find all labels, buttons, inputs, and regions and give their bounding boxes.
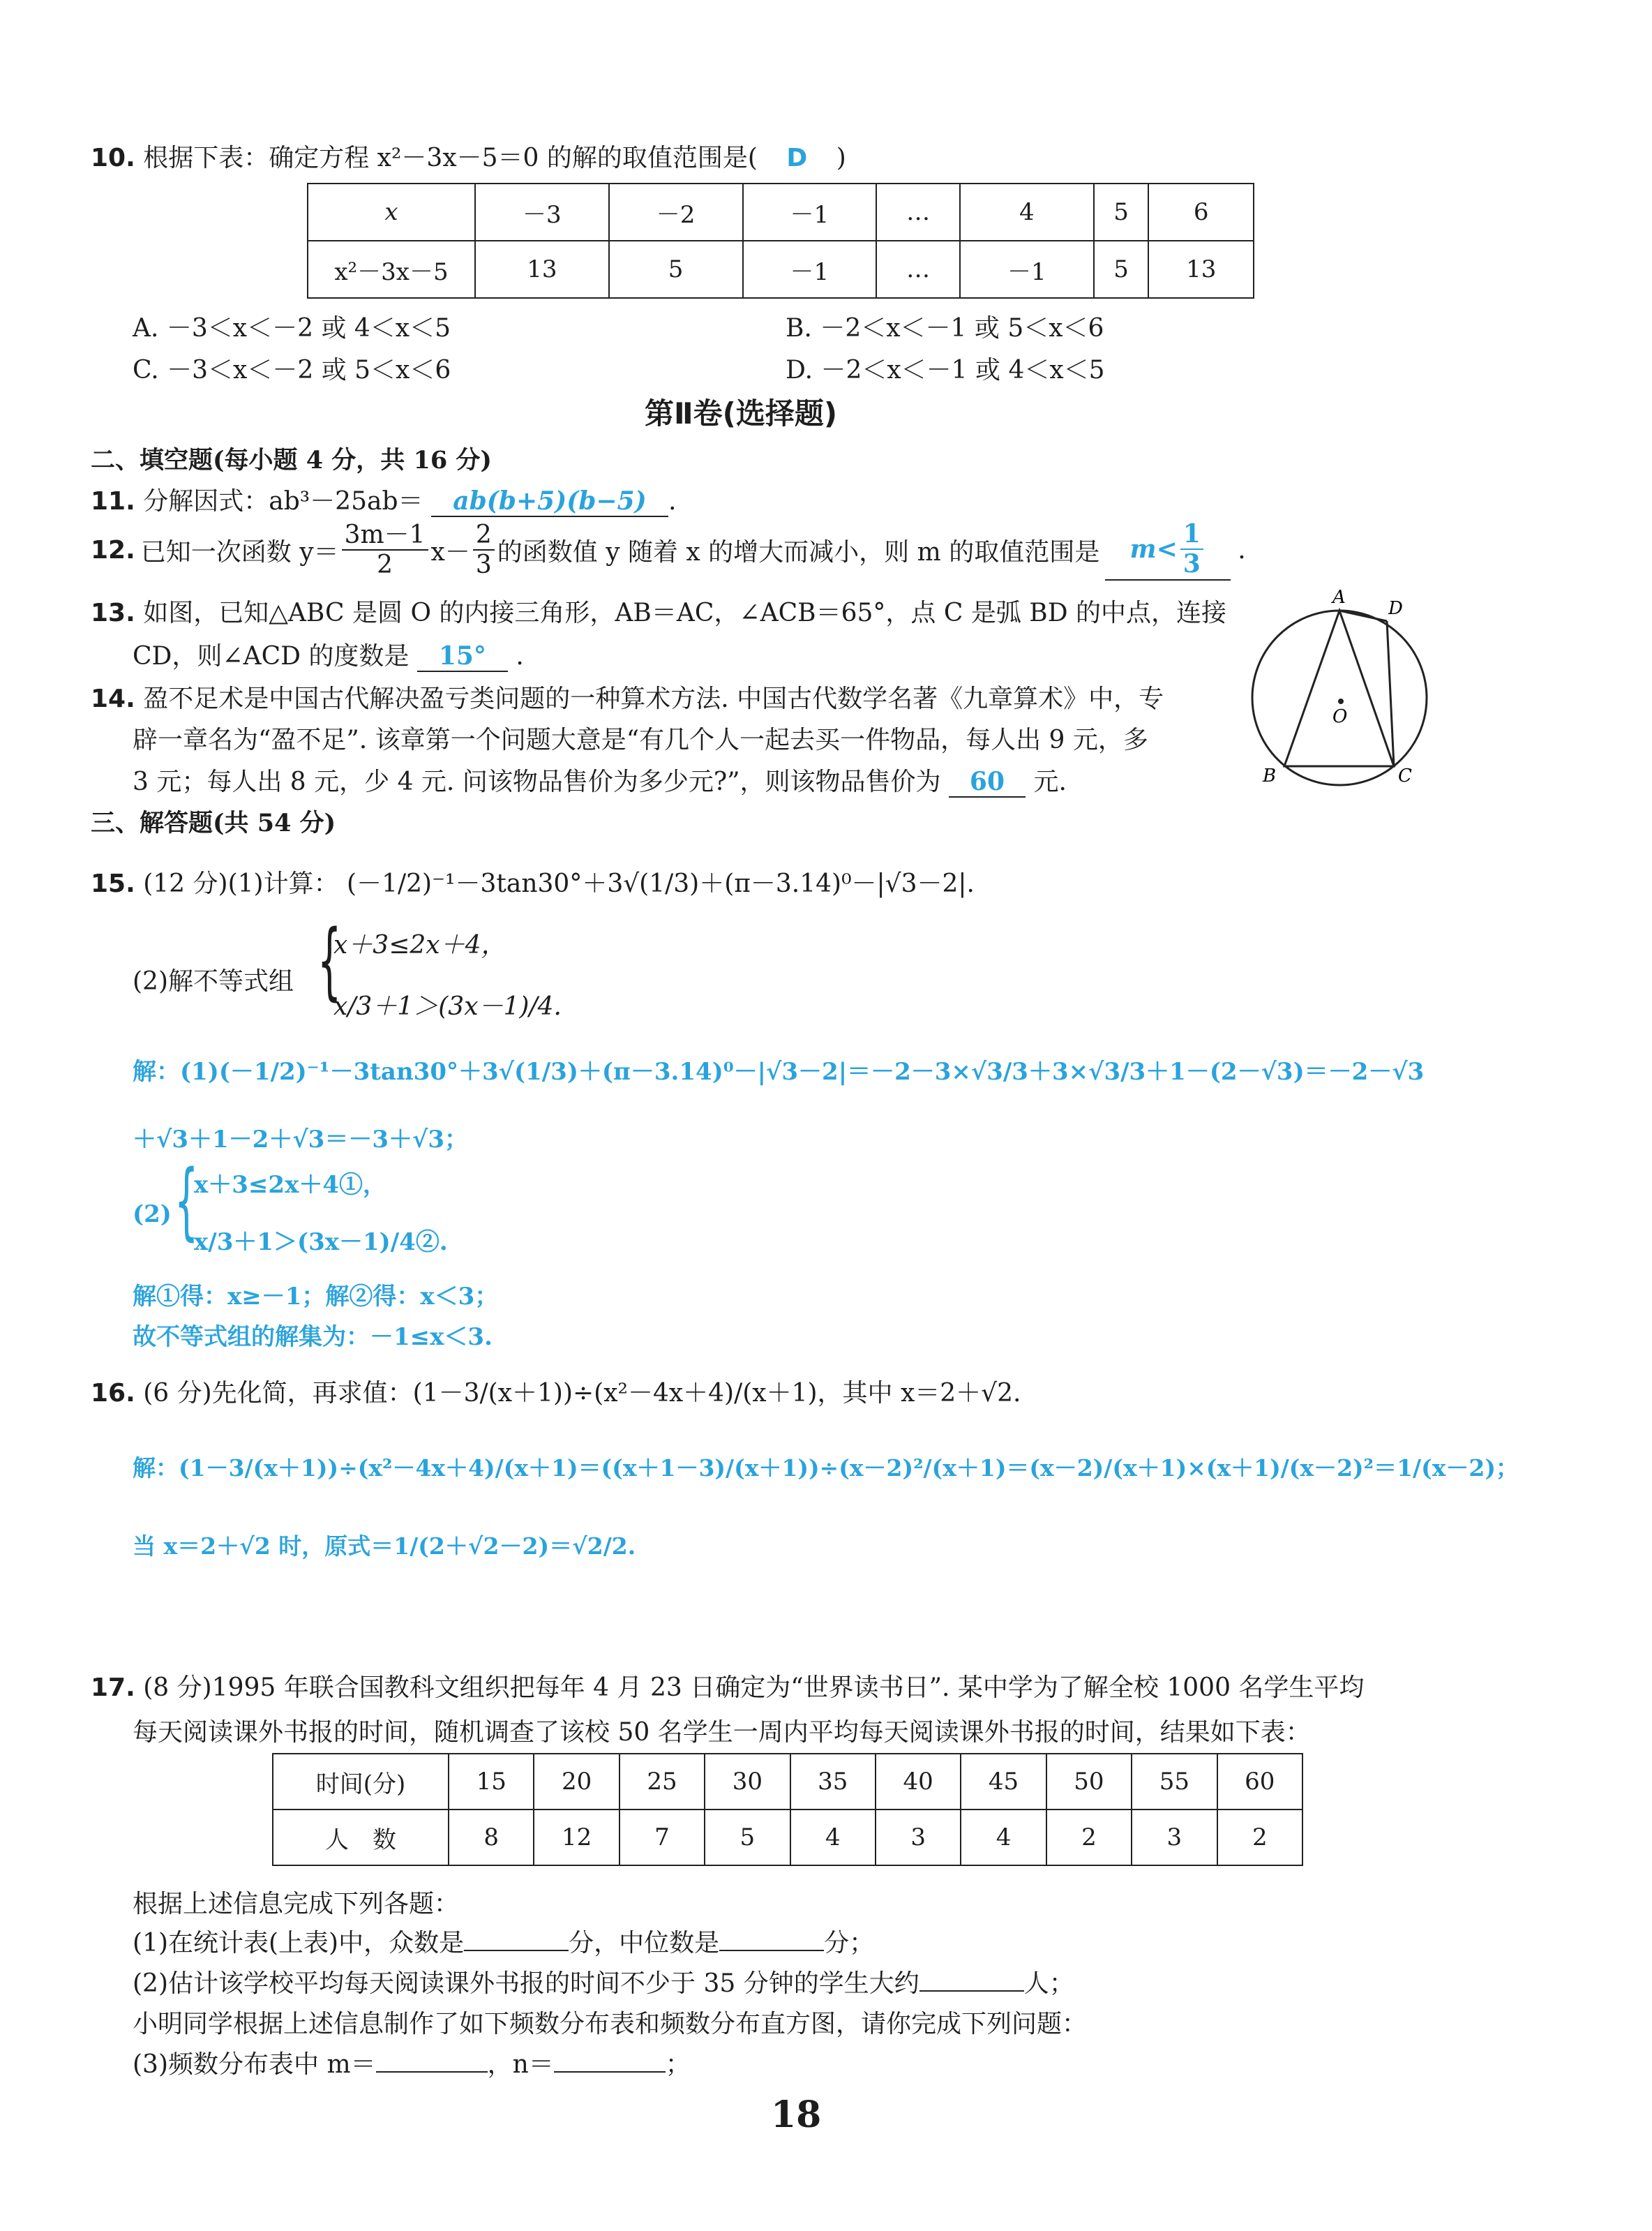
q15-solution-2-line1: x＋3≤2x＋4①， — [194, 1171, 387, 1199]
q14-line2: 辟一章名为“盈不足”. 该章第一个问题大意是“有几个人一起去买一件物品，每人出 9 元，多 — [133, 726, 1148, 754]
q17-sub3: 小明同学根据上述信息制作了如下频数分布表和频数分布直方图，请你完成下列问题： — [133, 2010, 1088, 2038]
q10-cell: 5 — [1094, 241, 1149, 298]
q15-solution-brace: { — [174, 1153, 199, 1250]
q12-post: 的函数值 y 随着 x 的增大而减小，则 m 的取值范围是 — [497, 537, 1100, 567]
q16-solution-1: 解：(1－3/(x＋1))÷(x²－4x＋4)/(x＋1)＝((x＋1－3)/(x＋1))÷(x－2)²/(x＋1)＝(x－2)/(x＋1)×(x＋1)/(x－2)²＝1/(x－2)； — [133, 1454, 1519, 1482]
q12-end: . — [1238, 535, 1246, 565]
label-b: B — [1263, 766, 1277, 786]
q12-pre: 已知一次函数 y＝ — [140, 537, 339, 567]
q17-sub2-b: 人； — [1023, 1969, 1074, 1998]
segment-dc — [1387, 621, 1394, 766]
q15-part1-expression: (－1/2)⁻¹－3tan30°＋3√(1/3)＋(π－3.14)⁰－|√3－2|. — [347, 870, 975, 898]
q12-fraction-1 — [342, 521, 428, 580]
q13-text: 如图，已知△ABC 是圆 O 的内接三角形，AB＝AC，∠ACB＝65°，点 C 是弧 BD 的中点，连接 — [143, 599, 1227, 627]
q17-sub4 — [133, 2045, 691, 2080]
q17-cell: 55 — [1132, 1754, 1217, 1810]
q17-sub1-a: (1)在统计表(上表)中，众数是 — [133, 1929, 465, 1957]
q10-cell: 6 — [1148, 184, 1254, 241]
q11-number: 11. — [91, 487, 135, 516]
q13-answer: 15° — [417, 641, 508, 672]
q15-part1 — [91, 864, 975, 900]
circle-o — [1252, 611, 1427, 785]
q17-cell: 时间(分) — [273, 1754, 449, 1810]
q10-cell: … — [876, 241, 960, 298]
q12-answer-num: 1 — [1180, 520, 1203, 550]
q11 — [91, 482, 676, 517]
q17-table — [272, 1753, 1303, 1866]
q12-answer-pre: m< — [1129, 535, 1178, 565]
label-o: O — [1332, 706, 1348, 727]
q17-cell: 4 — [790, 1810, 876, 1865]
part3-heading: 三、解答题(共 54 分) — [91, 809, 336, 837]
q10-cell: 5 — [1094, 184, 1149, 241]
q10-option-c: C. －3＜x＜－2 或 5＜x＜6 — [133, 356, 451, 385]
q16-stem — [91, 1373, 1021, 1409]
q15-solution-2-line2: x/3＋1＞(3x－1)/4②. — [194, 1228, 448, 1256]
q13-text-2: CD，则∠ACD 的度数是 — [133, 642, 410, 671]
q10-cell: x — [308, 184, 475, 241]
q16-number: 16. — [91, 1379, 135, 1408]
q10-option-d: D. －2＜x＜－1 或 4＜x＜5 — [786, 356, 1105, 385]
q17-sub4-a: (3)频数分布表中 m＝ — [133, 2050, 376, 2079]
q15-solution-4: 故不等式组的解集为：－1≤x＜3. — [133, 1323, 493, 1351]
q17-cell: 40 — [876, 1754, 961, 1810]
q15-part2-line1: x＋3≤2x＋4， — [333, 931, 506, 960]
q15-number: 15. — [91, 870, 135, 898]
q14-answer: 60 — [949, 767, 1026, 798]
circle-figure — [1242, 586, 1451, 796]
q16-solution-2: 当 x＝2＋√2 时，原式＝1/(2＋√2－2)＝√2/2. — [133, 1532, 636, 1560]
q13-number: 13. — [91, 599, 135, 627]
q12-answer-fraction — [1180, 520, 1203, 579]
q14-end: 元. — [1033, 768, 1067, 796]
q12-f1-num: 3m－1 — [342, 521, 428, 551]
q11-answer: ab(b+5)(b−5) — [431, 486, 668, 517]
q10-close: ) — [836, 144, 846, 172]
q17-sub2-a: (2)估计该学校平均每天阅读课外书报的时间不少于 35 分钟的学生大约 — [133, 1969, 919, 1998]
q17-count-blank[interactable] — [919, 1969, 1024, 1992]
q13-line2 — [133, 636, 524, 672]
q12-answer — [1105, 520, 1231, 581]
q13-line1 — [91, 593, 1226, 629]
q14-number: 14. — [91, 685, 135, 713]
q17-cell: 2 — [1217, 1810, 1302, 1865]
q10-cell: 5 — [609, 241, 743, 298]
q17-intro: 根据上述信息完成下列各题： — [133, 1890, 460, 1918]
q11-text: 分解因式：ab³－25ab＝ — [143, 487, 423, 516]
q17-text-1: (8 分)1995 年联合国教科文组织把每年 4 月 23 日确定为“世界读书日”. 某中学为了解全校 1000 名学生平均 — [143, 1673, 1365, 1702]
q17-cell: 5 — [705, 1810, 790, 1865]
center-dot — [1338, 699, 1344, 704]
q17-cell: 20 — [534, 1754, 619, 1810]
triangle-abc — [1284, 611, 1394, 766]
q17-mode-blank[interactable] — [464, 1929, 569, 1951]
q10-cell: －1 — [743, 184, 877, 241]
segment-ad — [1339, 611, 1387, 621]
q14-text-3: 3 元；每人出 8 元，少 4 元. 问该物品售价为多少元?”，则该物品售价为 — [133, 768, 941, 796]
q17-cell: 8 — [449, 1810, 534, 1865]
q17-line1 — [91, 1668, 1364, 1703]
q15-solution-1: 解：(1)(－1/2)⁻¹－3tan30°＋3√(1/3)＋(π－3.14)⁰－|√3－2|＝－2－3×√3/3＋3×√3/3＋1－(2－√3)＝－2－√3 — [133, 1058, 1425, 1086]
q10-cell: －1 — [743, 241, 877, 298]
q17-cell: 50 — [1046, 1754, 1132, 1810]
q12-mid: x－ — [430, 537, 470, 567]
q10-option-a: A. －3＜x＜－2 或 4＜x＜5 — [133, 314, 451, 343]
q15-solution-2-label: (2) — [133, 1200, 172, 1228]
page-number: 18 — [771, 2094, 822, 2136]
q12-f2-den: 3 — [475, 551, 492, 580]
q15-solution-3: 解①得：x≥－1；解②得：x＜3； — [133, 1283, 499, 1311]
section-title: 第Ⅱ卷(选择题) — [645, 396, 838, 431]
q17-cell: 60 — [1217, 1754, 1302, 1810]
q10-cell: … — [876, 184, 960, 241]
q11-end: . — [668, 487, 677, 516]
q17-sub1-c: 分； — [824, 1929, 875, 1957]
q17-cell: 25 — [620, 1754, 705, 1810]
q15-part2-label: (2)解不等式组 — [133, 967, 294, 996]
q10-table — [307, 183, 1254, 299]
q10-cell: －2 — [609, 184, 743, 241]
q14-line1 — [91, 679, 1164, 715]
q17-cell: 人 数 — [273, 1810, 449, 1865]
q17-cell: 3 — [876, 1810, 961, 1865]
q17-cell: 35 — [790, 1754, 876, 1810]
q10-number: 10. — [91, 144, 135, 172]
q17-cell: 12 — [534, 1810, 619, 1865]
q13-end: . — [516, 642, 524, 671]
q12-fraction-2 — [473, 521, 495, 580]
q17-number: 17. — [91, 1673, 135, 1702]
q10-cell: 13 — [1148, 241, 1254, 298]
q12 — [91, 520, 1246, 581]
q12-answer-den: 3 — [1182, 549, 1201, 579]
q15-part1-label: (12 分)(1)计算： — [143, 870, 339, 898]
q17-n-blank[interactable] — [554, 2050, 666, 2073]
q17-cell: 15 — [449, 1754, 534, 1810]
q12-f1-den: 2 — [377, 551, 393, 580]
label-c: C — [1398, 766, 1412, 786]
q10-text: 根据下表：确定方程 x²－3x－5＝0 的解的取值范围是( — [143, 144, 758, 172]
q10-cell: x²－3x－5 — [308, 241, 475, 298]
q17-cell: 45 — [961, 1754, 1046, 1810]
q12-f2-num: 2 — [473, 521, 495, 551]
q17-sub1 — [133, 1923, 874, 1959]
q17-cell: 2 — [1046, 1810, 1132, 1865]
q17-median-blank[interactable] — [719, 1929, 824, 1951]
q16-text: (6 分)先化简，再求值：(1－3/(x＋1))÷(x²－4x＋4)/(x＋1)，其中 x＝2＋√2. — [143, 1379, 1021, 1408]
label-d: D — [1388, 598, 1403, 619]
q10-cell: －1 — [960, 241, 1094, 298]
q10-cell: －3 — [475, 184, 609, 241]
q10-option-b: B. －2＜x＜－1 或 5＜x＜6 — [786, 314, 1104, 343]
q10-cell: 13 — [475, 241, 609, 298]
q10-cell: 4 — [960, 184, 1094, 241]
q17-cell: 3 — [1132, 1810, 1217, 1865]
q17-sub4-c: ； — [665, 2050, 691, 2079]
label-a: A — [1332, 587, 1346, 608]
q10-stem — [91, 138, 846, 174]
q17-cell: 30 — [705, 1754, 790, 1810]
q17-cell: 7 — [620, 1810, 705, 1865]
q15-part2-line2: x/3＋1＞(3x－1)/4. — [333, 992, 562, 1021]
q14-line3 — [133, 762, 1067, 798]
q14-text-1: 盈不足术是中国古代解决盈亏类问题的一种算术方法. 中国古代数学名著《九章算术》中，专 — [143, 685, 1164, 713]
q17-sub2 — [133, 1964, 1074, 1999]
q17-cell: 4 — [961, 1810, 1046, 1865]
q12-number: 12. — [91, 535, 135, 565]
q17-sub4-b: ，n＝ — [487, 2050, 554, 2079]
q17-sub1-b: 分，中位数是 — [569, 1929, 720, 1957]
part2-heading: 二、填空题(每小题 4 分，共 16 分) — [91, 446, 492, 475]
q15-brace: { — [317, 913, 342, 1010]
q17-line2: 每天阅读课外书报的时间，随机调查了该校 50 名学生一周内平均每天阅读课外书报的时间，结果如下表： — [133, 1718, 1311, 1747]
q10-answer: D — [786, 144, 808, 172]
q15-solution-1b: ＋√3＋1－2＋√3＝－3＋√3； — [133, 1126, 468, 1154]
q17-m-blank[interactable] — [376, 2050, 488, 2073]
